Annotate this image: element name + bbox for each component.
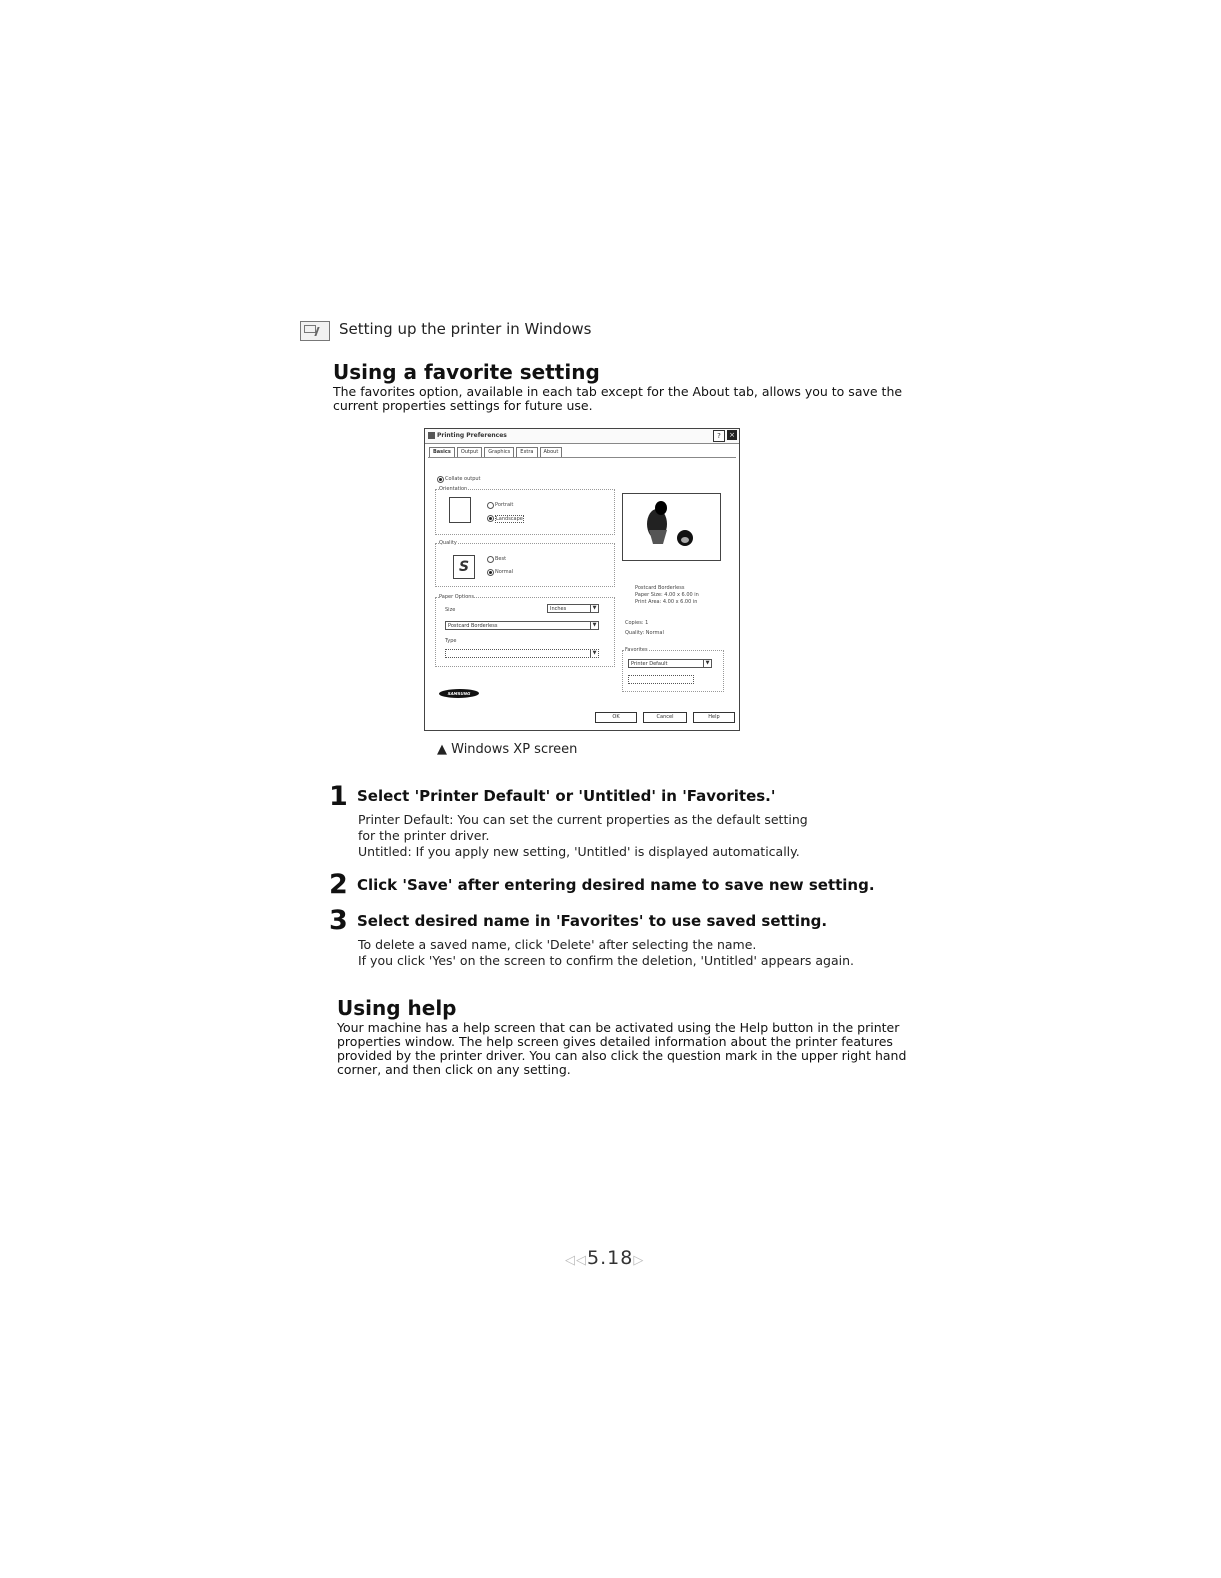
print-preview (622, 493, 721, 561)
samsung-logo: SAMSUNG (438, 689, 480, 698)
printer-setup-icon (300, 321, 330, 341)
landscape-radio[interactable] (487, 515, 494, 522)
page-next-arrows-icon: ▷ (633, 1253, 645, 1268)
step-1-number: 1 (329, 781, 348, 812)
step-1-line-1: Printer Default: You can set the current properties as the default setting (358, 812, 808, 827)
page-number-value: 5.18 (587, 1247, 634, 1269)
favorites-group (622, 650, 724, 692)
help-heading: Using help (337, 996, 457, 1020)
favorites-save-field[interactable] (628, 675, 694, 684)
collate-label: Collate output (445, 476, 481, 482)
normal-label: Normal (495, 569, 514, 575)
step-3-line-1: To delete a saved name, click 'Delete' after selecting the name. (358, 937, 757, 952)
paper-size-value: Postcard Borderless (448, 623, 498, 629)
ok-button[interactable]: OK (595, 712, 637, 723)
step-1-line-2: for the printer driver. (358, 828, 490, 843)
collate-checkbox[interactable] (437, 476, 444, 483)
preview-print-area: Print Area: 4.00 x 6.00 in (635, 599, 698, 605)
help-button[interactable]: Help (693, 712, 735, 723)
step-2-number: 2 (329, 869, 348, 900)
favorites-heading: Using a favorite setting (333, 360, 600, 384)
favorites-label: Favorites (625, 647, 648, 653)
chevron-down-icon: ▼ (590, 605, 598, 612)
printer-icon (428, 432, 435, 439)
best-radio[interactable] (487, 556, 494, 563)
help-question-icon[interactable]: ? (713, 430, 725, 442)
chevron-down-icon: ▼ (703, 660, 711, 667)
landscape-label: Landscape (496, 516, 523, 522)
size-label: Size (445, 607, 456, 613)
preview-photo-icon (623, 494, 720, 560)
quality-label: Quality (439, 540, 457, 546)
normal-radio[interactable] (487, 569, 494, 576)
cancel-button[interactable]: Cancel (643, 712, 687, 723)
step-3-line-2: If you click 'Yes' on the screen to confirm the deletion, 'Untitled' appears again. (358, 953, 854, 968)
dialog-tabs (429, 447, 562, 457)
dialog-title: Printing Preferences (437, 432, 507, 439)
help-paragraph: Your machine has a help screen that can be activated using the Help button in the printer properties window. The help screen gives detailed information about the printer features provided by the printer driver. You can also click the question mark in the upper right hand corner, and then click on any setting. (337, 1020, 907, 1077)
favorites-select[interactable] (628, 659, 712, 668)
type-label: Type (445, 638, 457, 644)
quality-s-icon: S (453, 555, 475, 579)
step-3-title: Select desired name in 'Favorites' to use saved setting. (357, 912, 828, 930)
step-1-body (358, 812, 918, 860)
portrait-radio[interactable] (487, 502, 494, 509)
step-1-line-3: Untitled: If you apply new setting, 'Untitled' is displayed automatically. (358, 844, 800, 859)
orientation-document-icon (449, 497, 471, 523)
tab-output[interactable]: Output (457, 447, 482, 457)
preview-paper-name: Postcard Borderless (635, 585, 685, 591)
paper-size-select[interactable] (445, 621, 599, 630)
page-number (565, 1247, 644, 1269)
dialog-titlebar (425, 429, 739, 444)
step-3-number: 3 (329, 905, 348, 936)
best-label: Best (495, 556, 507, 562)
step-2-title: Click 'Save' after entering desired name to save new setting. (357, 876, 875, 894)
orientation-label: Orientation (439, 486, 468, 492)
size-unit-select[interactable] (547, 604, 599, 613)
paper-options-label: Paper Options (439, 594, 475, 600)
paper-type-select[interactable] (445, 649, 599, 658)
tab-body-border (428, 457, 736, 458)
tab-extra[interactable]: Extra (516, 447, 537, 457)
tab-basics[interactable]: Basics (429, 447, 455, 457)
figure-caption: ▲ Windows XP screen (437, 742, 578, 757)
chevron-down-icon: ▼ (590, 650, 598, 657)
tab-graphics[interactable]: Graphics (484, 447, 514, 457)
size-unit-value: Inches (550, 606, 567, 612)
portrait-label: Portrait (495, 502, 514, 508)
favorites-value: Printer Default (631, 661, 668, 667)
tab-about[interactable]: About (540, 447, 563, 457)
page-prev-arrows-icon: ◁◁ (565, 1253, 587, 1268)
close-icon[interactable]: × (727, 430, 737, 440)
copies-summary: Copies: 1 (625, 620, 649, 626)
step-3-body (358, 937, 938, 969)
chevron-down-icon: ▼ (590, 622, 598, 629)
preview-paper-size: Paper Size: 4.00 x 6.00 in (635, 592, 699, 598)
favorites-paragraph: The favorites option, available in each tab except for the About tab, allows you to save the current properties settings for future use. (333, 384, 903, 413)
printing-preferences-dialog (424, 428, 740, 731)
step-1-title: Select 'Printer Default' or 'Untitled' in 'Favorites.' (357, 787, 776, 805)
quality-summary: Quality: Normal (625, 630, 664, 636)
running-header: Setting up the printer in Windows (339, 320, 592, 338)
